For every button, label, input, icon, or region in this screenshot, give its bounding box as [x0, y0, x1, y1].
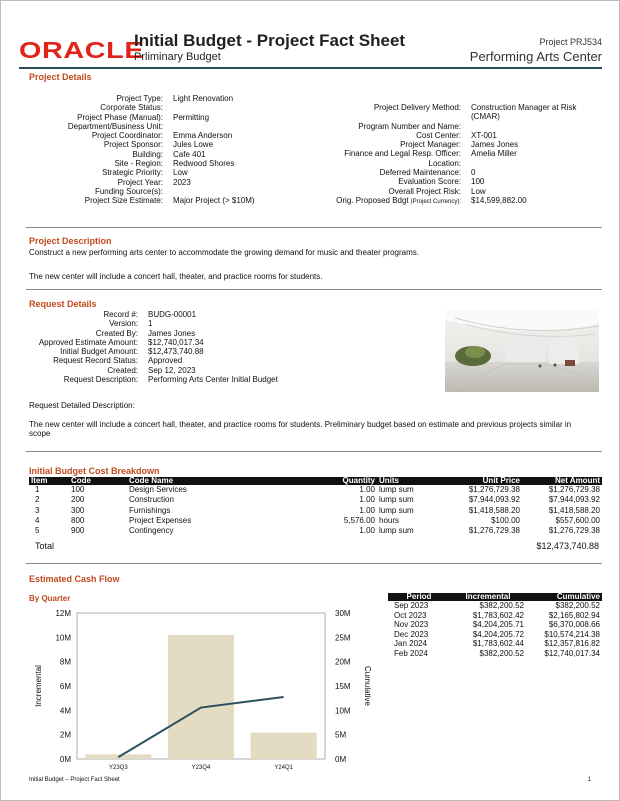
field-value — [163, 187, 283, 196]
y-axis-tick-label: 12M — [55, 609, 71, 618]
field-label — [301, 112, 461, 121]
table-header-row — [388, 593, 602, 601]
field-row — [301, 159, 591, 168]
field-value: $14,599,882.00 — [471, 195, 527, 205]
table-cell: $4,204,205.71 — [472, 620, 524, 630]
field-label: Location: — [428, 158, 461, 168]
table-cell: $7,944,093.92 — [468, 495, 520, 505]
field-label: Project Delivery Method: — [373, 103, 461, 112]
field-label: Funding Source(s): — [94, 186, 163, 196]
field-value: Light Renovation — [173, 94, 234, 103]
field-value — [163, 122, 283, 131]
table-row — [388, 639, 602, 649]
table-row — [388, 630, 602, 640]
table-cell: Design Services — [129, 485, 187, 494]
table-cell: $1,783,602.42 — [472, 610, 524, 620]
y2-axis-tick-label: 0M — [335, 755, 347, 764]
project-name: Performing Arts Center — [469, 49, 602, 64]
field-value: 2023 — [173, 177, 191, 187]
field-label: Created: — [107, 365, 138, 375]
y2-axis-tick-label: 5M — [335, 730, 347, 740]
field-value: 1 — [148, 319, 153, 329]
field-value: Redwood Shores — [173, 159, 235, 169]
table-cell: 5 — [35, 526, 40, 536]
field-label: Record #: — [103, 310, 138, 319]
field-value: Approved — [148, 356, 183, 366]
table-cell: 1.00 — [359, 526, 375, 536]
project-photo — [445, 310, 599, 392]
table-cell: Nov 2023 — [394, 620, 429, 630]
section-divider — [26, 289, 602, 290]
table-cell: $12,357,816.82 — [544, 639, 600, 649]
table-cell: 1.00 — [359, 505, 375, 515]
table-cell: 5,576.00 — [343, 515, 375, 525]
project-description-line2: The new center will include a concert hall, theater, and practice rooms for students. — [29, 272, 323, 281]
field-value — [163, 103, 283, 112]
table-cell: Jan 2024 — [394, 639, 427, 649]
page-title: Initial Budget - Project Fact Sheet — [134, 31, 406, 50]
field-value: (CMAR) — [471, 112, 500, 122]
field-label: Deferred Maintenance: — [379, 168, 461, 178]
table-cell: Oct 2023 — [394, 610, 427, 620]
table-cell: $1,276,729.38 — [468, 526, 520, 536]
field-label: Cost Center: — [416, 130, 461, 140]
cost-breakdown-table — [29, 477, 602, 536]
field-label: Project Sponsor: — [103, 140, 163, 150]
table-cell: $2,165,802.94 — [548, 610, 600, 620]
field-label: Approved Estimate Amount: — [38, 337, 138, 347]
table-cell: Feb 2024 — [394, 648, 428, 658]
chart-bar — [168, 635, 234, 759]
project-photo-image — [445, 310, 599, 392]
field-row — [29, 131, 283, 140]
table-cell: $1,418,588.20 — [468, 505, 520, 515]
field-value: Jules Lowe — [173, 140, 214, 150]
field-value: 0 — [471, 168, 476, 178]
field-row — [29, 347, 328, 356]
field-row — [29, 122, 283, 131]
field-row — [29, 178, 283, 187]
column-header: Item — [29, 477, 69, 485]
column-header: Code — [69, 477, 127, 485]
table-cell: 4 — [35, 515, 40, 525]
y2-axis-tick-label: 20M — [335, 657, 351, 667]
field-label: Project Size Estimate: — [84, 196, 163, 206]
y-axis-tick-label: 6M — [59, 682, 71, 691]
field-value: $12,740,017.34 — [148, 337, 204, 347]
table-cell: hours — [379, 515, 400, 525]
oracle-logo: ORACLE — [19, 37, 145, 63]
field-row — [301, 149, 591, 158]
field-row — [29, 150, 283, 159]
field-value — [461, 122, 591, 131]
x-axis-tick-label: Y23Q4 — [191, 765, 211, 771]
project-number: Project PRJ534 — [539, 37, 602, 47]
field-value: 100 — [471, 177, 485, 187]
table-cell: $100.00 — [491, 515, 520, 525]
field-row — [301, 122, 591, 131]
field-value: Low — [173, 168, 188, 178]
field-row — [301, 112, 591, 121]
column-header: Units — [377, 477, 447, 485]
table-cell: 1.00 — [359, 495, 375, 505]
table-row — [29, 506, 602, 516]
y2-axis-title: Cumulative — [363, 665, 372, 707]
section-title-cost-breakdown: Initial Budget Cost Breakdown — [29, 466, 160, 476]
table-cell: 800 — [71, 515, 85, 525]
field-label: Finance and Legal Resp. Officer: — [344, 149, 461, 159]
field-label: Corporate Status: — [100, 103, 163, 113]
project-description-line1: Construct a new performing arts center to accommodate the growing demand for music and theater programs. — [29, 248, 419, 257]
section-divider — [26, 563, 602, 564]
section-title-cash-flow: Estimated Cash Flow — [29, 574, 120, 584]
field-row — [29, 196, 283, 205]
y-axis-title: Incremental — [34, 665, 43, 707]
column-header: Cumulative — [526, 593, 602, 601]
table-cell: $1,418,588.20 — [548, 505, 600, 515]
field-row — [29, 168, 283, 177]
field-row — [29, 356, 328, 365]
table-cell: Construction — [129, 495, 174, 505]
field-value: Amelia Miller — [471, 149, 517, 159]
field-value: James Jones — [148, 328, 196, 338]
x-axis-tick-label: Y24Q1 — [274, 765, 294, 771]
field-row — [29, 338, 328, 347]
table-cell: $1,276,729.38 — [548, 526, 600, 536]
total-value: $12,473,740.88 — [536, 541, 599, 551]
field-label: Initial Budget Amount: — [60, 347, 138, 357]
table-cell: $1,276,729.38 — [548, 485, 600, 494]
column-header: Incremental — [450, 593, 526, 601]
field-row — [29, 159, 283, 168]
column-header: Net Amount — [522, 477, 602, 485]
field-label: Project Phase (Manual): — [77, 112, 163, 122]
field-row — [29, 375, 328, 384]
field-label: Program Number and Name: — [358, 121, 461, 131]
column-header: Code Name — [127, 477, 287, 485]
table-cell: Dec 2023 — [394, 629, 429, 639]
field-label — [301, 196, 461, 207]
page-number: 1 — [587, 777, 591, 783]
field-value — [461, 159, 591, 168]
section-title-project-details: Project Details — [29, 72, 92, 82]
table-cell: 3 — [35, 505, 40, 515]
table-row — [388, 649, 602, 659]
field-row — [29, 113, 283, 122]
y-axis-tick-label: 8M — [59, 657, 71, 667]
field-label: Department/Business Unit: — [67, 121, 163, 131]
request-detailed-description: The new center will include a concert hall, theater, and practice rooms for students. Preliminary budget based on estimate and previous projects similar in scope — [29, 420, 572, 439]
request-details-fields — [29, 310, 328, 384]
field-value: BUDG-00001 — [148, 310, 197, 319]
field-value: Low — [471, 186, 486, 196]
field-value: $12,473,740.88 — [148, 347, 204, 357]
field-value: Construction Manager at Risk — [471, 103, 577, 112]
section-divider — [26, 227, 602, 228]
y-axis-tick-label: 10M — [55, 633, 71, 643]
y2-axis-tick-label: 25M — [335, 633, 351, 643]
field-row — [301, 187, 591, 196]
total-label: Total — [35, 541, 55, 551]
table-cell: 1.00 — [359, 485, 375, 494]
cash-flow-subtitle: By Quarter — [29, 594, 71, 603]
table-cell: lump sum — [379, 495, 414, 505]
table-row — [29, 516, 602, 526]
table-row — [29, 526, 602, 536]
field-label: Building: — [132, 149, 163, 159]
field-label: Project Year: — [117, 177, 163, 187]
field-row — [301, 177, 591, 186]
field-label: Request Record Status: — [53, 356, 138, 366]
cash-flow-table — [388, 593, 602, 659]
x-axis-tick-label: Y23Q3 — [108, 765, 128, 771]
field-row — [29, 319, 328, 328]
table-cell: lump sum — [379, 485, 414, 494]
project-details-right — [301, 103, 591, 207]
table-row — [29, 495, 602, 505]
table-cell: $10,574,214.38 — [544, 629, 600, 639]
table-row — [388, 611, 602, 621]
table-cell: lump sum — [379, 526, 414, 536]
table-cell: 200 — [71, 495, 85, 505]
field-row — [301, 140, 591, 149]
table-header-row — [29, 477, 602, 485]
chart-bar — [251, 733, 317, 759]
section-divider — [26, 451, 602, 452]
field-row — [301, 103, 591, 112]
field-row — [29, 310, 328, 319]
field-row — [29, 366, 328, 375]
field-label: Site - Region: — [114, 159, 163, 169]
table-cell: $12,740,017.34 — [544, 648, 600, 658]
footer-text: Initial Budget – Project Fact Sheet — [29, 777, 120, 783]
table-cell: $382,200.52 — [479, 648, 524, 658]
table-cell: $4,204,205.72 — [472, 629, 524, 639]
field-label-main: Orig. Proposed Bdgt — [336, 195, 409, 205]
table-cell: $382,200.52 — [479, 601, 524, 610]
column-header: Period — [388, 593, 450, 601]
table-cell: Sep 2023 — [394, 601, 429, 610]
table-cell: $7,944,093.92 — [548, 495, 600, 505]
field-label: Evaluation Score: — [398, 177, 461, 187]
page-subtitle: Prliminary Budget — [134, 51, 221, 63]
field-value: James Jones — [471, 140, 519, 150]
field-value: Performing Arts Center Initial Budget — [148, 375, 278, 385]
table-row — [388, 620, 602, 630]
column-header: Unit Price — [447, 477, 522, 485]
table-cell: Furnishings — [129, 505, 171, 515]
field-label: Strategic Priority: — [102, 168, 163, 178]
table-cell: $1,276,729.38 — [468, 485, 520, 494]
field-row — [301, 131, 591, 140]
table-cell: Project Expenses — [129, 515, 192, 525]
y-axis-tick-label: 0M — [59, 755, 71, 764]
y2-axis-tick-label: 15M — [335, 682, 351, 691]
table-cell: lump sum — [379, 505, 414, 515]
field-label: Project Manager: — [400, 140, 461, 150]
field-row — [29, 103, 283, 112]
field-label: Created By: — [95, 328, 138, 338]
table-cell: $6,370,008.66 — [548, 620, 600, 630]
column-header: Quantity — [287, 477, 377, 485]
y-axis-tick-label: 2M — [59, 730, 71, 740]
request-detailed-description-label: Request Detailed Description: — [29, 401, 135, 410]
field-row — [29, 94, 283, 103]
field-label: Project Coordinator: — [91, 131, 163, 141]
field-value: Major Project (> $10M) — [173, 196, 255, 206]
table-row — [29, 485, 602, 495]
y-axis-tick-label: 4M — [59, 706, 71, 716]
table-row — [388, 601, 602, 611]
field-row — [29, 187, 283, 196]
y2-axis-tick-label: 10M — [335, 706, 351, 716]
table-cell: 900 — [71, 526, 85, 536]
cash-flow-chart — [29, 605, 379, 773]
field-value: Permitting — [173, 112, 210, 122]
project-details-left — [29, 94, 283, 206]
page-header — [1, 1, 620, 67]
field-label: Version: — [109, 319, 138, 329]
field-label: Overall Project Risk: — [388, 186, 461, 196]
field-row — [29, 140, 283, 149]
table-cell: $1,783,602.44 — [472, 639, 524, 649]
field-label-note: (Project Currency): — [410, 198, 461, 205]
field-value: Cafe 401 — [173, 149, 206, 159]
field-row — [29, 329, 328, 338]
header-divider — [19, 67, 602, 69]
table-cell: 100 — [71, 485, 85, 494]
table-cell: $557,600.00 — [555, 515, 600, 525]
field-value: XT-001 — [471, 130, 497, 140]
field-label: Project Type: — [116, 94, 163, 103]
field-row — [301, 168, 591, 177]
table-cell: 2 — [35, 495, 40, 505]
table-cell: $382,200.52 — [555, 601, 600, 610]
section-title-project-description: Project Description — [29, 236, 112, 246]
table-cell: 300 — [71, 505, 85, 515]
field-label: Request Description: — [63, 375, 138, 385]
table-cell: Contingency — [129, 526, 174, 536]
field-row — [301, 196, 591, 207]
field-value: Sep 12, 2023 — [148, 365, 196, 375]
section-title-request-details: Request Details — [29, 299, 97, 309]
table-cell: 1 — [35, 485, 40, 494]
field-value: Emma Anderson — [173, 131, 233, 141]
y2-axis-tick-label: 30M — [335, 609, 351, 618]
